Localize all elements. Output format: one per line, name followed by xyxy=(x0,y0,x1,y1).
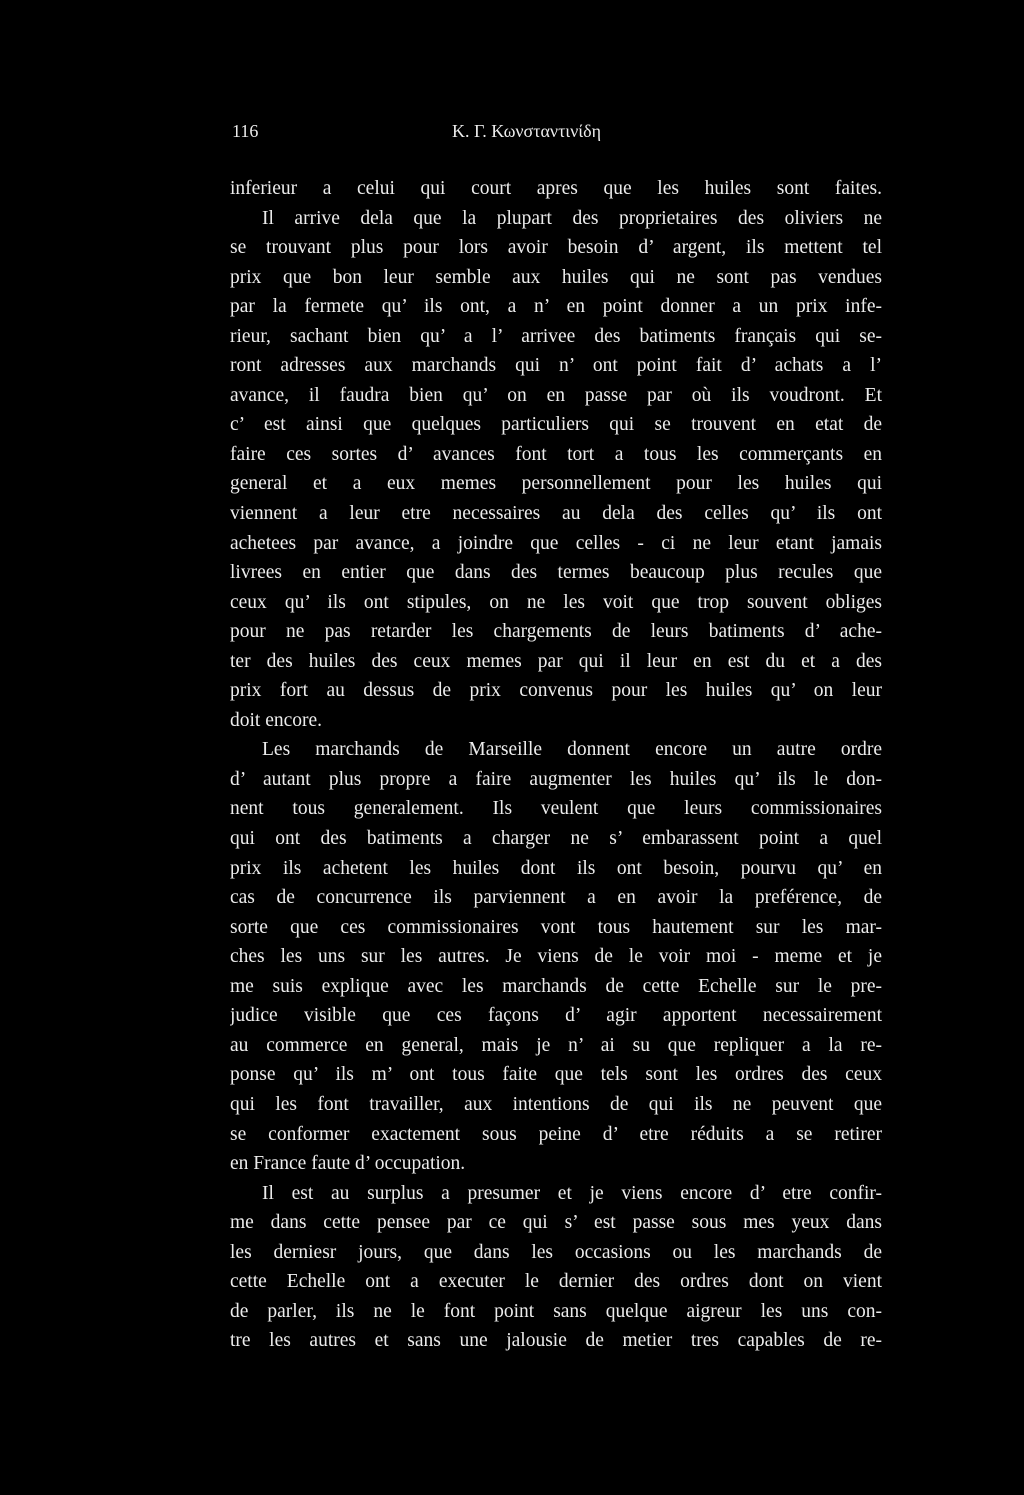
text-line: viennent a leur etre necessaires au dela des celles qu’ ils ont xyxy=(230,503,882,525)
text-line: de parler, ils ne le font point sans quelque aigreur les uns con- xyxy=(230,1300,882,1322)
text-line: tre les autres et sans une jalousie de metier tres capables de re- xyxy=(230,1330,882,1352)
text-line: ceux qu’ ils ont stipules, on ne les voit que trop souvent obliges xyxy=(230,591,882,613)
text-line: en France faute d’ occupation. xyxy=(230,1153,466,1175)
text-line: faire ces sortes d’ avances font tort a tous les commerçants en xyxy=(230,443,882,465)
text-line: ches les uns sur les autres. Je viens de le voir moi - meme et je xyxy=(230,946,882,968)
text-line: au commerce en general, mais je n’ ai su que repliquer a la re- xyxy=(230,1034,882,1056)
text-line: me dans cette pensee par ce qui s’ est passe sous mes yeux dans xyxy=(230,1212,882,1234)
text-line: ponse qu’ ils m’ ont tous faite que tels sont les ordres des ceux xyxy=(230,1064,882,1086)
text-line: cas de concurrence ils parviennent a en avoir la preférence, de xyxy=(230,887,882,909)
text-line: Il est au surplus a presumer et je viens encore d’ etre confir- xyxy=(262,1182,882,1204)
text-line: nent tous generalement. Ils veulent que leurs commissionaires xyxy=(230,798,882,820)
text-line: avance, il faudra bien qu’ on en passe par où ils voudront. Et xyxy=(230,384,882,406)
text-line: prix fort au dessus de prix convenus pour les huiles qu’ on leur xyxy=(230,680,882,702)
text-line: sorte que ces commissionaires vont tous hautement sur les mar- xyxy=(230,916,882,938)
text-line: Il arrive dela que la plupart des proprietaires des oliviers ne xyxy=(262,207,882,229)
text-line: Les marchands de Marseille donnent encore un autre ordre xyxy=(262,739,882,761)
text-line: par la fermete qu’ ils ont, a n’ en point donner a un prix infe- xyxy=(230,296,882,318)
text-line: rieur, sachant bien qu’ a l’ arrivee des batiments français qui se- xyxy=(230,325,882,347)
body-text xyxy=(230,174,882,1356)
text-line: d’ autant plus propre a faire augmenter les huiles qu’ ils le don- xyxy=(230,768,882,790)
text-line: ter des huiles des ceux memes par qui il leur en est du et a des xyxy=(230,650,882,672)
text-line: judice visible que ces façons d’ agir apportent necessairement xyxy=(230,1005,882,1027)
text-line: me suis explique avec les marchands de cette Echelle sur le pre- xyxy=(230,975,882,997)
text-line: qui ont des batiments a charger ne s’ embarassent point a quel xyxy=(230,828,882,850)
text-line: cette Echelle ont a executer le dernier des ordres dont on vient xyxy=(230,1271,882,1293)
text-line: se conformer exactement sous peine d’ etre réduits a se retirer xyxy=(230,1123,882,1145)
text-line: inferieur a celui qui court apres que les huiles sont faites. xyxy=(230,178,882,199)
text-line: achetees par avance, a joindre que celles - ci ne leur etant jamais xyxy=(230,532,882,554)
text-line: c’ est ainsi que quelques particuliers qui se trouvent en etat de xyxy=(230,414,882,436)
page-number: 116 xyxy=(232,121,259,141)
text-line: pour ne pas retarder les chargements de leurs batiments d’ ache- xyxy=(230,621,882,643)
text-line: prix que bon leur semble aux huiles qui ne sont pas vendues xyxy=(230,266,882,288)
text-line: livrees en entier que dans des termes beaucoup plus recules que xyxy=(230,562,882,584)
running-head: Κ. Γ. Κωνσταντινίδη xyxy=(452,121,602,141)
text-line: prix ils achetent les huiles dont ils ont besoin, pourvu qu’ en xyxy=(230,857,882,879)
text-line: doit encore. xyxy=(230,709,323,731)
text-line: se trouvant plus pour lors avoir besoin d’ argent, ils mettent tel xyxy=(230,237,882,259)
text-line: ront adresses aux marchands qui n’ ont point fait d’ achats a l’ xyxy=(230,355,882,377)
text-line: general et a eux memes personnellement pour les huiles qui xyxy=(230,473,882,495)
text-line: qui les font travailler, aux intentions de qui ils ne peuvent que xyxy=(230,1093,882,1115)
text-line: les derniesr jours, que dans les occasions ou les marchands de xyxy=(230,1241,882,1263)
page-header xyxy=(232,119,882,143)
